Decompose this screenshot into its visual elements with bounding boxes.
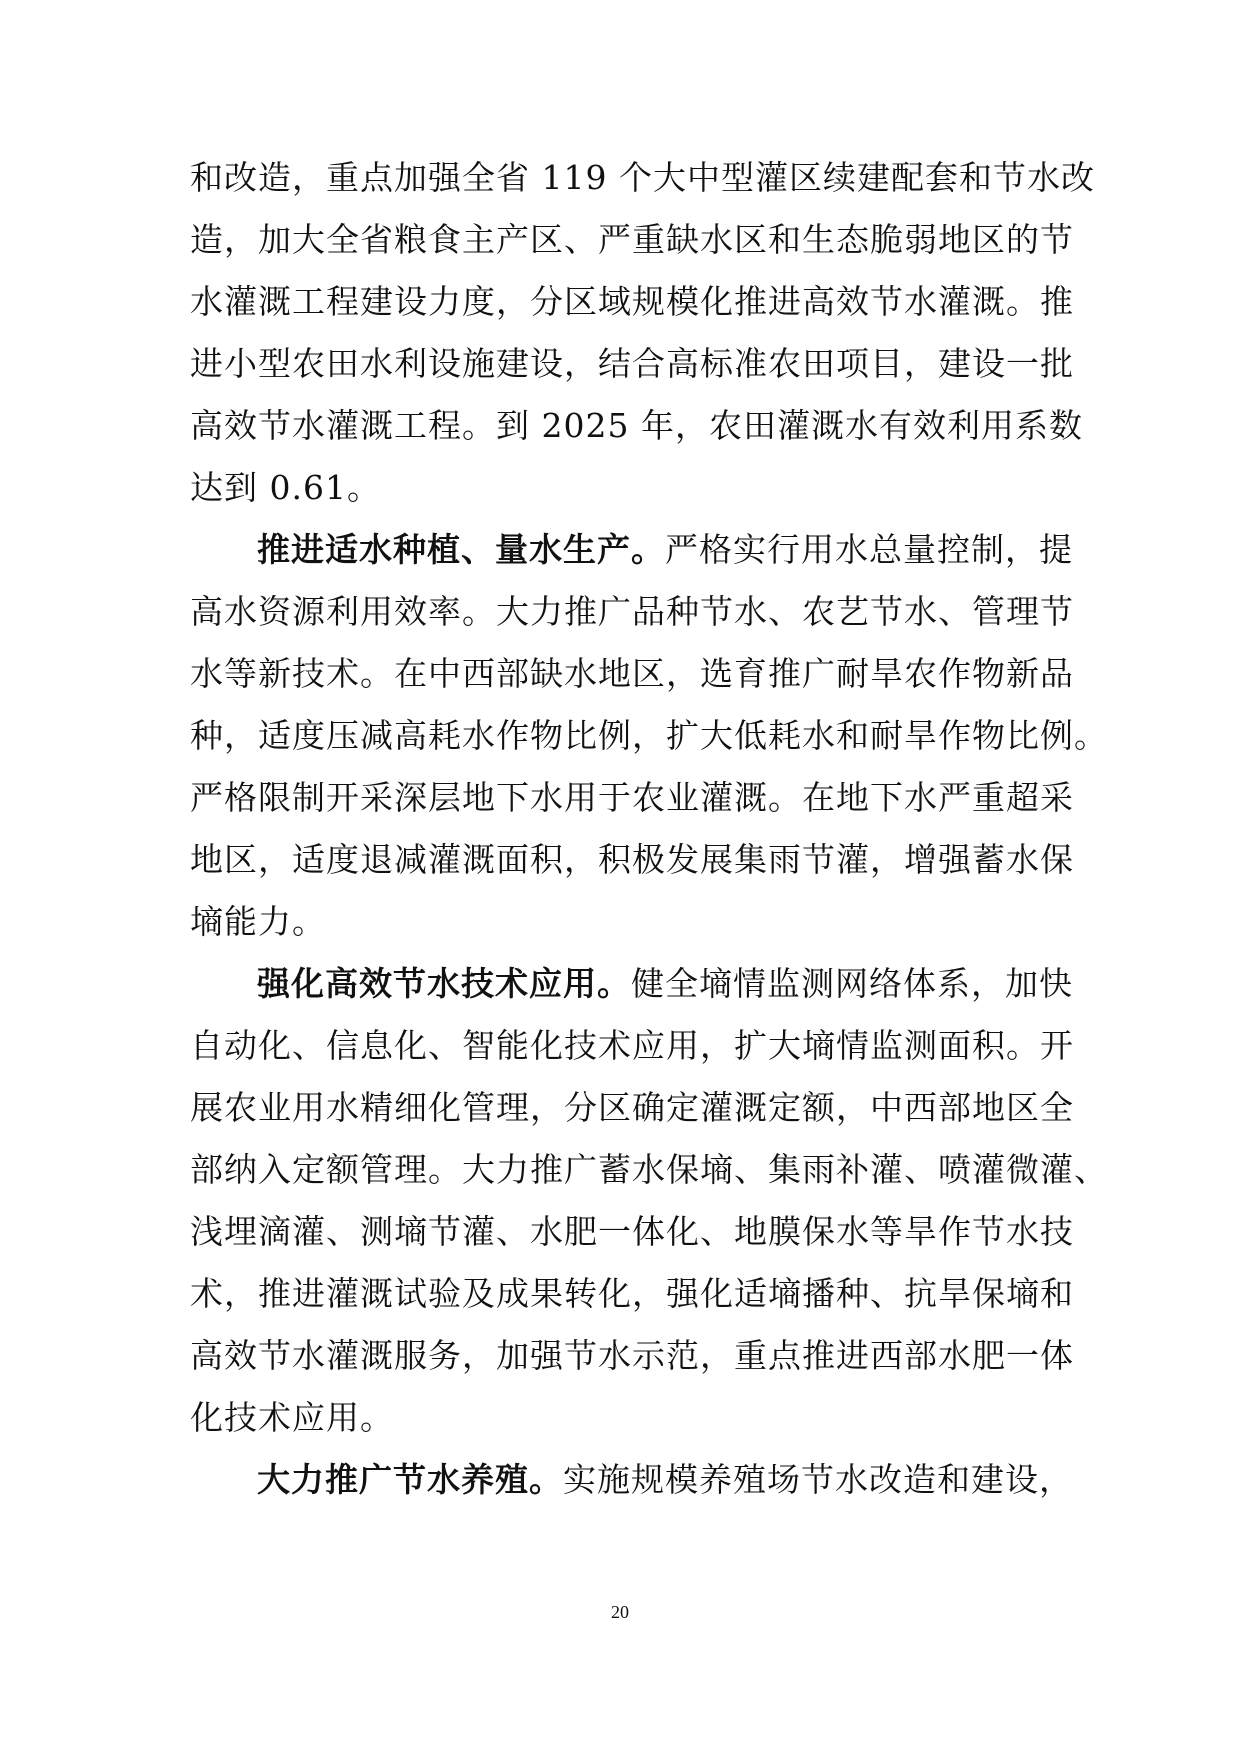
text-line: 自动化、信息化、智能化技术应用，扩大墒情监测面积。开	[190, 1026, 1074, 1065]
text-line: 高效节水灌溉服务，加强节水示范，重点推进西部水肥一体	[190, 1336, 1074, 1375]
text-line: 术，推进灌溉试验及成果转化，强化适墒播种、抗旱保墒和	[190, 1274, 1074, 1313]
text-line: 达到 0.61。	[190, 468, 381, 507]
paragraph-first-line	[257, 1460, 1073, 1500]
text-line: 高水资源利用效率。大力推广品种节水、农艺节水、管理节	[190, 592, 1074, 631]
paragraph-first-line	[257, 530, 1073, 570]
paragraph-text: 严格实行用水总量控制，提	[665, 530, 1073, 569]
paragraph-text: 实施规模养殖场节水改造和建设，	[563, 1460, 1073, 1499]
page-number: 20	[611, 1602, 629, 1622]
text-line: 种，适度压减高耗水作物比例，扩大低耗水和耐旱作物比例。	[190, 716, 1108, 755]
text-line: 化技术应用。	[190, 1398, 394, 1437]
text-line: 和改造，重点加强全省 119 个大中型灌区续建配套和节水改	[190, 158, 1095, 197]
text-line: 高效节水灌溉工程。到 2025 年，农田灌溉水有效利用系数	[190, 406, 1083, 445]
paragraph-heading: 强化高效节水技术应用。	[257, 964, 631, 1003]
text-line: 水等新技术。在中西部缺水地区，选育推广耐旱农作物新品	[190, 654, 1074, 693]
text-line: 部纳入定额管理。大力推广蓄水保墒、集雨补灌、喷灌微灌、	[190, 1150, 1108, 1189]
paragraph-heading: 推进适水种植、量水生产。	[257, 530, 665, 569]
paragraph-text: 健全墒情监测网络体系，加快	[631, 964, 1073, 1003]
text-line: 严格限制开采深层地下水用于农业灌溉。在地下水严重超采	[190, 778, 1074, 817]
text-line: 展农业用水精细化管理，分区确定灌溉定额，中西部地区全	[190, 1088, 1074, 1127]
paragraph-heading: 大力推广节水养殖。	[257, 1460, 563, 1499]
text-line: 地区，适度退减灌溉面积，积极发展集雨节灌，增强蓄水保	[190, 840, 1074, 879]
text-line: 水灌溉工程建设力度，分区域规模化推进高效节水灌溉。推	[190, 282, 1074, 321]
text-line: 墒能力。	[190, 902, 326, 941]
text-line: 造，加大全省粮食主产区、严重缺水区和生态脆弱地区的节	[190, 220, 1074, 259]
text-line: 浅埋滴灌、测墒节灌、水肥一体化、地膜保水等旱作节水技	[190, 1212, 1074, 1251]
paragraph-first-line	[257, 964, 1073, 1004]
text-line: 进小型农田水利设施建设，结合高标准农田项目，建设一批	[190, 344, 1074, 383]
